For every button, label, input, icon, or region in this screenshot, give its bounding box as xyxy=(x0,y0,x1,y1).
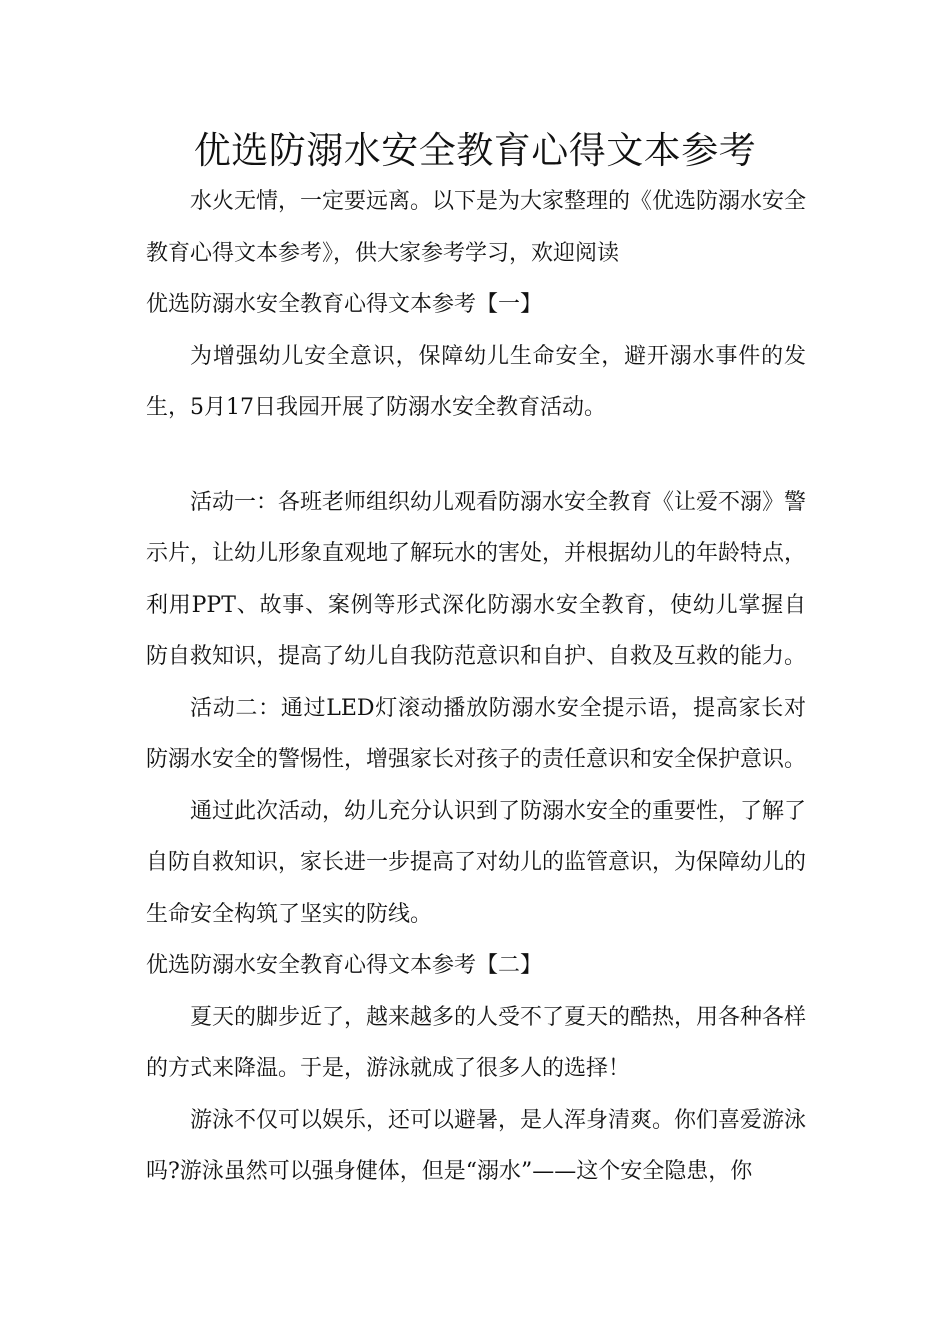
section-1-heading: 优选防溺水安全教育心得文本参考【一】 xyxy=(146,292,543,317)
section-2-paragraph-1: 夏天的脚步近了，越来越多的人受不了夏天的酷热，用各种各样的方式来降温。于是，游泳就成了很多人的选择！ xyxy=(146,1004,807,1081)
section-1-paragraph-1: 为增强幼儿安全意识，保障幼儿生命安全，避开溺水事件的发生，5月17日我园开展了防溺水安全教育活动。 xyxy=(146,343,806,420)
document-title: 优选防溺水安全教育心得文本参考 xyxy=(193,129,757,172)
section-1-paragraph-3: 活动二：通过LED灯滚动播放防溺水安全提示语，提高家长对防溺水安全的警惕性，增强家长对孩子的责任意识和安全保护意识。 xyxy=(146,695,807,772)
section-1-paragraph-4: 通过此次活动，幼儿充分认识到了防溺水安全的重要性，了解了自防自救知识，家长进一步提高了对幼儿的监管意识，为保障幼儿的生命安全构筑了坚实的防线。 xyxy=(146,798,807,927)
section-2-heading: 优选防溺水安全教育心得文本参考【二】 xyxy=(146,953,543,978)
intro-paragraph: 水火无情，一定要远离。以下是为大家整理的《优选防溺水安全教育心得文本参考》，供大家参考学习，欢迎阅读 xyxy=(146,189,807,266)
section-1-paragraph-2: 活动一：各班老师组织幼儿观看防溺水安全教育《让爱不溺》警示片，让幼儿形象直观地了解玩水的害处，并根据幼儿的年龄特点，利用PPT、故事、案例等形式深化防溺水安全教育，使幼儿掌握自防自救知识，提高了幼儿自我防范意识和自护、自救及互救的能力。 xyxy=(146,489,807,669)
document-body xyxy=(146,176,806,1198)
paragraph-spacer xyxy=(146,434,806,477)
section-2-paragraph-2: 游泳不仅可以娱乐，还可以避暑，是人浑身清爽。你们喜爱游泳吗?游泳虽然可以强身健体，但是“溺水”——这个安全隐患，你 xyxy=(146,1107,807,1184)
